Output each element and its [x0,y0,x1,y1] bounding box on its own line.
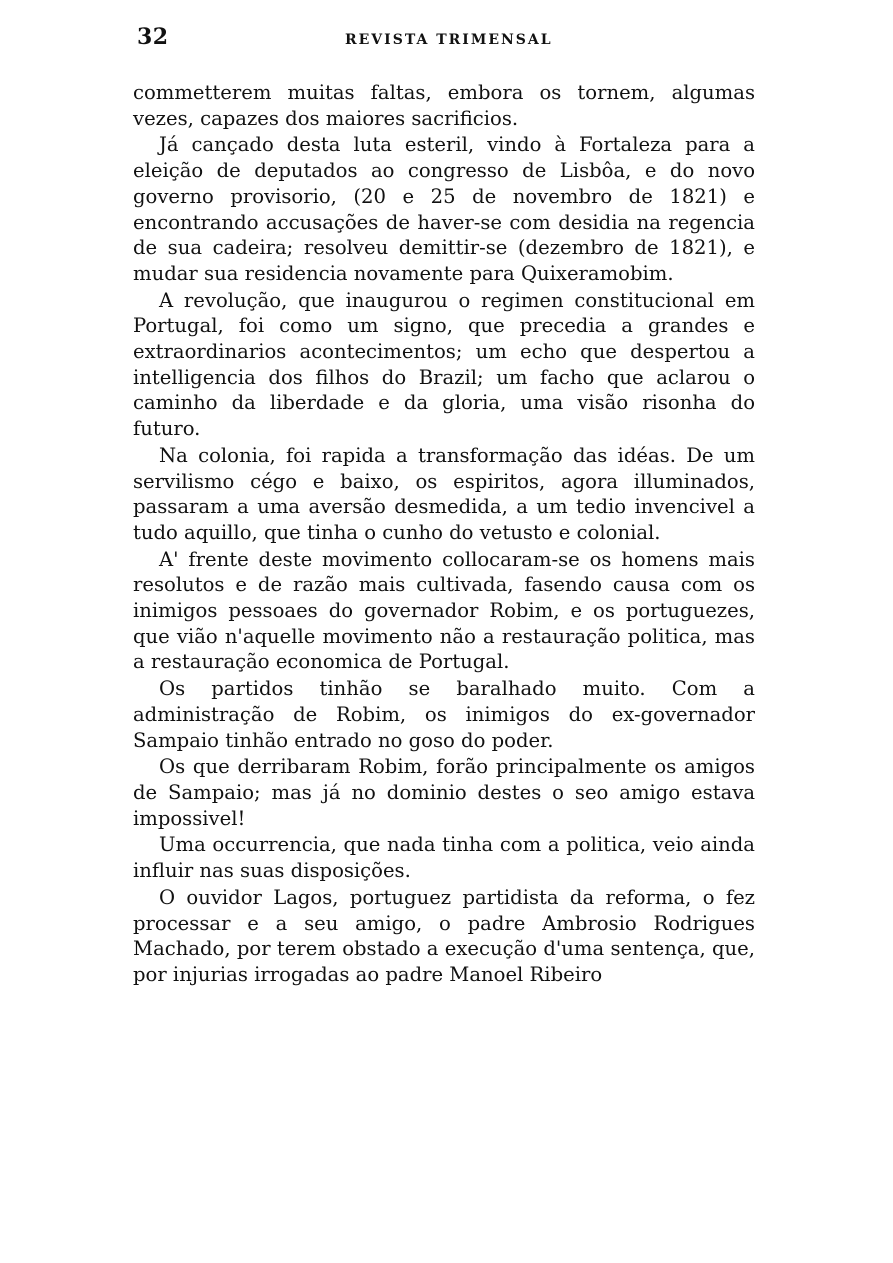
paragraph: A' frente deste movimento collocaram-se os homens mais resolutos e de razão mais cultivada, fasendo causa com os inimigos pessoaes do governador Robim, e os portuguezes, que vião n'aquelle movimento não a restauração politica, mas a restauração economica de Portugal. [133,547,755,674]
running-head [133,24,758,54]
paragraph: Na colonia, foi rapida a transformação das idéas. De um servilismo cégo e baixo, os espiritos, agora illuminados, passaram a uma aversão desmedida, a um tedio invencivel a tudo aquillo, que tinha o cunho do vetusto e colonial. [133,443,755,544]
paragraph: A revolução, que inaugurou o regimen constitucional em Portugal, foi como um signo, que precedia a grandes e extraordinarios acontecimentos; um echo que despertou a intelligencia dos filhos do Brazil; um facho que aclarou o caminho da liberdade e da gloria, uma visão risonha do futuro. [133,288,755,441]
body-text [133,80,755,988]
paragraph: O ouvidor Lagos, portuguez partidista da reforma, o fez processar e a seu amigo, o padre Ambrosio Rodrigues Machado, por terem obstado a execução d'uma sentença, que, por injurias irrogadas ao padre Manoel Ribeiro [133,885,755,986]
paragraph: Os partidos tinhão se baralhado muito. Com a administração de Robim, os inimigos do ex-governador Sampaio tinhão entrado no goso do poder. [133,677,755,752]
journal-title: REVISTA TRIMENSAL [345,32,553,48]
paragraph-continuation: commetterem muitas faltas, embora os tornem, algumas vezes, capazes dos maiores sacrificios. [133,81,755,130]
paragraph: Já cançado desta luta esteril, vindo à Fortaleza para a eleição de deputados ao congresso de Lisbôa, e do novo governo provisorio, (20 e 25 de novembro de 1821) e encontrando accusações de haver-se com desidia na regencia de sua cadeira; resolveu demittir-se (dezembro de 1821), e mudar sua residencia novamente para Quixeramobim. [133,133,755,285]
paragraph: Os que derribaram Robim, forão principalmente os amigos de Sampaio; mas já no dominio destes o seo amigo estava impossivel! [133,755,755,830]
page-number: 32 [137,24,169,50]
paragraph: Uma occurrencia, que nada tinha com a politica, veio ainda influir nas suas disposições. [133,833,755,883]
